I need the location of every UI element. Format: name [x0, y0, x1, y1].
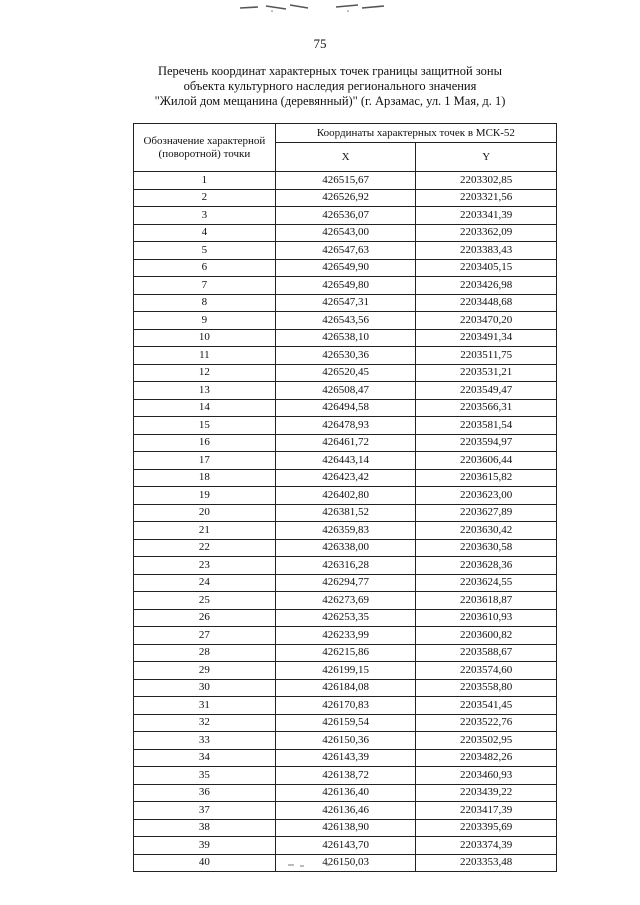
cell-y: 2203630,42 — [416, 522, 557, 540]
page-number: 75 — [313, 36, 327, 51]
table-row — [134, 697, 557, 715]
cell-point-number: 30 — [134, 679, 276, 697]
table-row — [134, 259, 557, 277]
table-row — [134, 574, 557, 592]
cell-x: 426515,67 — [275, 172, 416, 190]
cell-y: 2203470,20 — [416, 312, 557, 330]
cell-y: 2203439,22 — [416, 784, 557, 802]
cell-x: 426273,69 — [275, 592, 416, 610]
cell-point-number: 22 — [134, 539, 276, 557]
cell-x: 426136,40 — [275, 784, 416, 802]
cell-point-number: 19 — [134, 487, 276, 505]
cell-x: 426478,93 — [275, 417, 416, 435]
cell-point-number: 23 — [134, 557, 276, 575]
cell-y: 2203502,95 — [416, 732, 557, 750]
cell-y: 2203618,87 — [416, 592, 557, 610]
cell-y: 2203566,31 — [416, 399, 557, 417]
cell-x: 426549,90 — [275, 259, 416, 277]
table-row — [134, 224, 557, 242]
cell-x: 426526,92 — [275, 189, 416, 207]
cell-x: 426443,14 — [275, 452, 416, 470]
cell-point-number: 20 — [134, 504, 276, 522]
cell-y: 2203353,48 — [416, 854, 557, 872]
table-row — [134, 522, 557, 540]
table-row — [134, 312, 557, 330]
title-line-2: объекта культурного наследия регионального значения — [183, 79, 477, 93]
cell-point-number: 33 — [134, 732, 276, 750]
table-row — [134, 767, 557, 785]
cell-y: 2203558,80 — [416, 679, 557, 697]
cell-y: 2203574,60 — [416, 662, 557, 680]
cell-point-number: 34 — [134, 749, 276, 767]
cell-x: 426143,70 — [275, 837, 416, 855]
cell-point-number: 13 — [134, 382, 276, 400]
cell-point-number: 6 — [134, 259, 276, 277]
scan-artifact-top — [238, 2, 388, 14]
cell-x: 426543,00 — [275, 224, 416, 242]
table-row — [134, 487, 557, 505]
table-row — [134, 662, 557, 680]
table-row — [134, 329, 557, 347]
cell-y: 2203581,54 — [416, 417, 557, 435]
cell-x: 426549,80 — [275, 277, 416, 295]
cell-y: 2203405,15 — [416, 259, 557, 277]
cell-x: 426338,00 — [275, 539, 416, 557]
cell-point-number: 14 — [134, 399, 276, 417]
cell-y: 2203624,55 — [416, 574, 557, 592]
table-row — [134, 399, 557, 417]
cell-point-number: 4 — [134, 224, 276, 242]
cell-y: 2203594,97 — [416, 434, 557, 452]
cell-x: 426170,83 — [275, 697, 416, 715]
cell-x: 426138,90 — [275, 819, 416, 837]
cell-x: 426294,77 — [275, 574, 416, 592]
cell-y: 2203321,56 — [416, 189, 557, 207]
cell-point-number: 12 — [134, 364, 276, 382]
cell-y: 2203448,68 — [416, 294, 557, 312]
cell-y: 2203511,75 — [416, 347, 557, 365]
cell-x: 426520,45 — [275, 364, 416, 382]
cell-y: 2203531,21 — [416, 364, 557, 382]
cell-point-number: 3 — [134, 207, 276, 225]
cell-x: 426253,35 — [275, 609, 416, 627]
cell-point-number: 27 — [134, 627, 276, 645]
header-designation: Обозначение характерной (поворотной) точки — [134, 124, 276, 172]
table-row — [134, 207, 557, 225]
cell-y: 2203588,67 — [416, 644, 557, 662]
cell-x: 426136,46 — [275, 802, 416, 820]
header-y: Y — [416, 143, 557, 172]
table-row — [134, 417, 557, 435]
cell-y: 2203522,76 — [416, 714, 557, 732]
cell-y: 2203374,39 — [416, 837, 557, 855]
coordinates-table — [133, 123, 557, 872]
table-row — [134, 277, 557, 295]
cell-point-number: 9 — [134, 312, 276, 330]
table-row — [134, 469, 557, 487]
cell-point-number: 8 — [134, 294, 276, 312]
cell-x: 426159,54 — [275, 714, 416, 732]
cell-y: 2203606,44 — [416, 452, 557, 470]
cell-y: 2203615,82 — [416, 469, 557, 487]
cell-point-number: 28 — [134, 644, 276, 662]
table-row — [134, 609, 557, 627]
cell-point-number: 38 — [134, 819, 276, 837]
cell-x: 426150,03 — [275, 854, 416, 872]
cell-y: 2203362,09 — [416, 224, 557, 242]
table-row — [134, 557, 557, 575]
cell-point-number: 36 — [134, 784, 276, 802]
cell-point-number: 26 — [134, 609, 276, 627]
cell-point-number: 29 — [134, 662, 276, 680]
cell-point-number: 17 — [134, 452, 276, 470]
cell-y: 2203460,93 — [416, 767, 557, 785]
cell-x: 426402,80 — [275, 487, 416, 505]
cell-point-number: 25 — [134, 592, 276, 610]
cell-point-number: 2 — [134, 189, 276, 207]
cell-y: 2203628,36 — [416, 557, 557, 575]
cell-x: 426199,15 — [275, 662, 416, 680]
cell-x: 426538,10 — [275, 329, 416, 347]
table-row — [134, 172, 557, 190]
cell-x: 426381,52 — [275, 504, 416, 522]
cell-x: 426215,86 — [275, 644, 416, 662]
table-row — [134, 784, 557, 802]
cell-y: 2203395,69 — [416, 819, 557, 837]
table-row — [134, 434, 557, 452]
cell-point-number: 35 — [134, 767, 276, 785]
cell-x: 426494,58 — [275, 399, 416, 417]
cell-y: 2203627,89 — [416, 504, 557, 522]
table-row — [134, 452, 557, 470]
cell-point-number: 32 — [134, 714, 276, 732]
cell-point-number: 31 — [134, 697, 276, 715]
cell-point-number: 1 — [134, 172, 276, 190]
header-x: X — [275, 143, 416, 172]
cell-x: 426536,07 — [275, 207, 416, 225]
title-line-1: Перечень координат характерных точек границы защитной зоны — [157, 64, 503, 78]
cell-x: 426184,08 — [275, 679, 416, 697]
cell-y: 2203482,26 — [416, 749, 557, 767]
cell-y: 2203491,34 — [416, 329, 557, 347]
title-line-3: "Жилой дом мещанина (деревянный)" (г. Арзамас, ул. 1 Мая, д. 1) — [154, 94, 506, 108]
cell-point-number: 15 — [134, 417, 276, 435]
table-row — [134, 382, 557, 400]
cell-y: 2203302,85 — [416, 172, 557, 190]
table-row — [134, 714, 557, 732]
cell-y: 2203610,93 — [416, 609, 557, 627]
table-row — [134, 504, 557, 522]
table-row — [134, 679, 557, 697]
cell-x: 426543,56 — [275, 312, 416, 330]
cell-x: 426508,47 — [275, 382, 416, 400]
table-row — [134, 592, 557, 610]
cell-x: 426359,83 — [275, 522, 416, 540]
cell-x: 426143,39 — [275, 749, 416, 767]
table-row — [134, 189, 557, 207]
cell-point-number: 10 — [134, 329, 276, 347]
table-row — [134, 802, 557, 820]
cell-y: 2203630,58 — [416, 539, 557, 557]
cell-x: 426423,42 — [275, 469, 416, 487]
cell-point-number: 11 — [134, 347, 276, 365]
cell-x: 426530,36 — [275, 347, 416, 365]
table-row — [134, 732, 557, 750]
cell-y: 2203549,47 — [416, 382, 557, 400]
cell-y: 2203341,39 — [416, 207, 557, 225]
cell-y: 2203417,39 — [416, 802, 557, 820]
table-row — [134, 539, 557, 557]
cell-y: 2203383,43 — [416, 242, 557, 260]
table-row — [134, 819, 557, 837]
table-row — [134, 837, 557, 855]
table-row — [134, 347, 557, 365]
cell-y: 2203541,45 — [416, 697, 557, 715]
cell-x: 426547,63 — [275, 242, 416, 260]
cell-point-number: 40 — [134, 854, 276, 872]
cell-y: 2203623,00 — [416, 487, 557, 505]
cell-y: 2203426,98 — [416, 277, 557, 295]
cell-point-number: 7 — [134, 277, 276, 295]
cell-point-number: 24 — [134, 574, 276, 592]
cell-x: 426547,31 — [275, 294, 416, 312]
cell-x: 426138,72 — [275, 767, 416, 785]
cell-x: 426233,99 — [275, 627, 416, 645]
table-row — [134, 364, 557, 382]
table-row — [134, 294, 557, 312]
table-row — [134, 627, 557, 645]
header-coordinates: Координаты характерных точек в МСК-52 — [275, 124, 556, 143]
cell-point-number: 18 — [134, 469, 276, 487]
table-row — [134, 242, 557, 260]
cell-point-number: 16 — [134, 434, 276, 452]
cell-y: 2203600,82 — [416, 627, 557, 645]
cell-point-number: 37 — [134, 802, 276, 820]
cell-x: 426461,72 — [275, 434, 416, 452]
table-row — [134, 749, 557, 767]
cell-x: 426150,36 — [275, 732, 416, 750]
cell-point-number: 39 — [134, 837, 276, 855]
table-body — [134, 172, 557, 872]
scan-artifact-bottom — [286, 862, 366, 868]
document-title — [120, 64, 540, 109]
cell-point-number: 21 — [134, 522, 276, 540]
table-row — [134, 644, 557, 662]
cell-point-number: 5 — [134, 242, 276, 260]
cell-x: 426316,28 — [275, 557, 416, 575]
